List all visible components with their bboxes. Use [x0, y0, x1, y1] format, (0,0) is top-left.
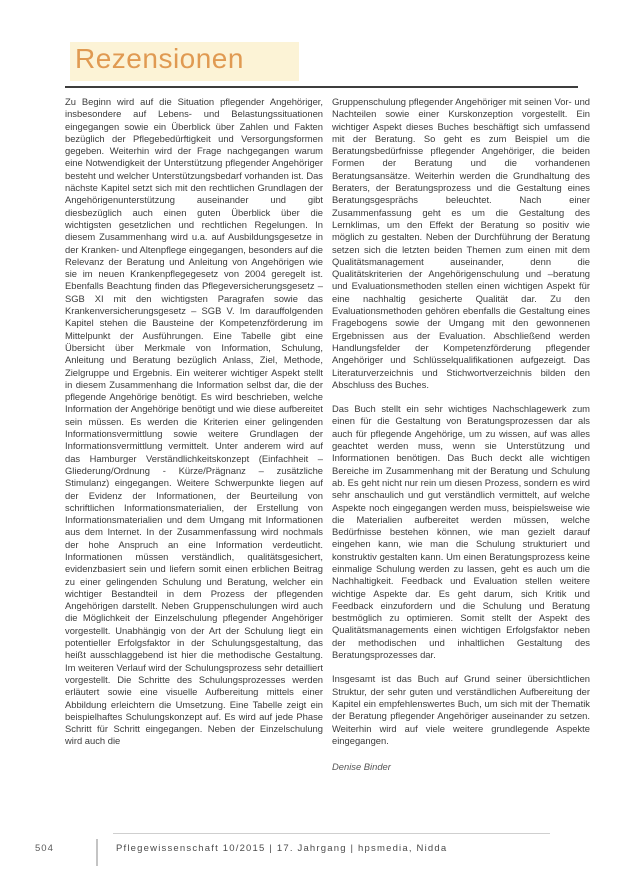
- review-paragraph: Gruppenschulung pflegender Angehöriger mit seinen Vor- und Nachteilen sowie einer Kurskonzeption vorgestellt. Ein wichtiger Aspekt dieses Buches beschäftigt sich umfassend mit der Beratung. So geht es zum Beispiel um die Beratungsbedürfnisse pflegender Angehöriger, die beiden Formen der Beratung und die vorhandenen Beratungsansätze. Weiterhin werden die Grundhaltung des Beraters, der Beratungsprozess und die Gestaltung eines Beratungsgesprächs beleuchtet. Nach einer Zusammenfassung geht es um die Gestaltung des Lernklimas, um den Effekt der Beratung so positiv wie möglich zu gestalten. Neben der Durchführung der Beratung setzen sich die letzten beiden Themen zum einen mit dem Qualitätsmanagement auseinander, denn die Qualitätskriterien der Angehörigenschulung und –beratung und Evaluationsmethoden stellen einen wichtigen Aspekt für eine nachhaltig gesicherte Qualität dar. Zu den Evaluationsmethoden gehören ebenfalls die Gestaltung eines Fragebogens sowie der Umgang mit den gewonnenen Ergebnissen aus der Evaluation. Abschließend werden Handlungsfelder der Kompetenzförderung pflegender Angehöriger und Schlüsselqualifikationen aufgezeigt. Das Literaturverzeichnis und Stichwortverzeichnis bilden den Abschluss des Buches.: [332, 96, 590, 390]
- review-author: Denise Binder: [332, 761, 391, 773]
- footer-rule-divider: [113, 833, 550, 834]
- rezensionen-header: [70, 42, 299, 81]
- review-right-column: [332, 96, 590, 812]
- review-left-column: [65, 96, 323, 812]
- journal-info: Pflegewissenschaft 10/2015 | 17. Jahrgang | hpsmedia, Nidda: [116, 843, 448, 854]
- title-highlight-band: [70, 42, 299, 81]
- review-paragraph: Insgesamt ist das Buch auf Grund seiner übersichtlichen Struktur, der sehr guten und verständlichen Aufbereitung der Kapitel ein empfehlenswertes Buch, um sich mit der Thematik der Beratung pflegender Angehöriger auseinander zu setzen. Weiterhin wird auf viele weitere grundlegende Aspekte eingegangen.: [332, 673, 590, 746]
- footer-vertical-divider: [96, 839, 98, 866]
- title-rule-divider: [65, 86, 578, 88]
- review-paragraph: Das Buch stellt ein sehr wichtiges Nachschlagewerk zum einen für die Gestaltung von Beratungsprozessen dar als auch für pflegende Angehörige, um zu wissen, auf was alles geachtet werden muss, wenn sie Unterstützung und Informationen benötigen. Das Buch deckt alle wichtigen Bereiche im Zusammenhang mit der Beratung und Schulung ab. Es geht nicht nur rein um diesen Prozess, sondern es wird sehr anschaulich und gut verständlich vermittelt, auf welche Aspekte noch eingegangen werden muss, beispielsweise wie die Materialien aufbereitet werden müssen, welche Bedürfnisse bestehen können, wie man gezielt darauf eingehen kann, wie man die Schulung strukturiert und konstruktiv gestalten kann. Um einen Beratungsprozess keine einmalige Schulung werden zu lassen, geht es auch um die Nachhaltigkeit. Feedback und Evaluation stellen weitere wichtige Aspekte dar. Es geht darum, sich Kritik und Feedback einzufordern und die Schulung und Beratung bestmöglich zu optimieren. Somit stellt der Aspekt des Qualitätsmanagements einen wichtigen Erfolgsfaktor neben der methodischen und inhaltlichen Gestaltung des Beratungsprozesses dar.: [332, 403, 590, 661]
- page-number: 504: [35, 843, 54, 854]
- page-title: Rezensionen: [75, 43, 244, 74]
- review-body: [65, 96, 590, 812]
- review-paragraph: Zu Beginn wird auf die Situation pflegender Angehöriger, insbesondere auf Lebens- und Belastungssituationen eingegangen sowie ein Überblick über Zahlen und Fakten bezüglich der Pflegebedürftigkeit und Versorgungsformen gegeben. Weiterhin wird der Frage nachgegangen warum eine Notwendigkeit der Unterstützung pflegender Angehöriger besteht und welcher Unterstützungsbedarf vorhanden ist. Das nächste Kapitel setzt sich mit den rechtlichen Grundlagen der Angehörigenunterstützung auseinander und gibt diesbezüglich auch einen guten Überblick über die wichtigsten gesetzlichen und rechtlichen Regelungen. In diesem Zusammenhang wird u.a. auf Ausbildungsgesetze in der Kranken- und Altenpflege eingegangen, besonders auf die Relevanz der Beratung und Anleitung von Angehörigen wie sie im neuen Krankenpflegegesetz von 2004 geregelt ist. Ebenfalls Beachtung finden das Pflegeversicherungsgesetz – SGB XI mit den wichtigsten Paragrafen sowie das Krankenversicherungsgesetz – SGB V. Im darauffolgenden Kapitel stehen die Bausteine der Kompetenzförderung im Mittelpunkt der Ausführungen. Eine Tabelle gibt eine Übersicht über Merkmale von Information, Schulung, Anleitung und Beratung bezüglich Anlass, Ziel, Methode, Zielgruppe und Ergebnis. Ein weiterer wichtiger Aspekt stellt in diesem Zusammenhang die Information selbst dar, die der pflegende Angehörige benötigt. Es wird beschrieben, welche Information der Angehörige benötigt und wie diese aufbereitet sein müssen. Es werden die Kriterien einer gelingenden Informationsvermittlung sowie weitere Grundlagen der Informationsvermittlung vermittelt. Unter anderem wird auf das Hamburger Verständlichkeitskonzept (Einfachheit – Gliederung/Ordnung - Kürze/Prägnanz – zusätzliche Stimulanz) eingegangen. Weitere Schwerpunkte liegen auf der Evidenz der Informationen, der Beurteilung von schriftlichen Informationsmaterialien, der Erstellung von Informationsmaterialien und dem Umgang mit Informationen aus dem Internet. In der Zusammenfassung wird nochmals der hohe Anspruch an eine Information verdeutlicht. Informationen müssen verständlich, qualitätsgesichert, evidenzbasiert sein und liefern somit einen erblichen Beitrag zu einer gelingenden Schulung und Beratung, welcher ein wichtiger Bestandteil in dem Prozess der pflegenden Angehörigen darstellt. Neben Gruppenschulungen wird auch die Möglichkeit der Einzelschulung pflegender Angehöriger vorgestellt. Unabhängig von der Art der Schulung liegt ein potentieller Erfolgsfaktor in der Schulungsgestaltung, das heißt ausschlaggebend ist hier die methodische Gestaltung. Im weiteren Verlauf wird der Schulungsprozess sehr detailliert vorgestellt. Die Schritte des Schulungsprozesses werden erläutert sowie eine visuelle Aufbereitung mittels einer Abbildung erleichtern die Umsetzung. Eine Tabelle zeigt ein beispielhaftes Schulungskonzept auf. Es wird auf jede Phase Schritt für Schritt eingegangen. Neben der Einzelschulung wird auch die: [65, 96, 323, 747]
